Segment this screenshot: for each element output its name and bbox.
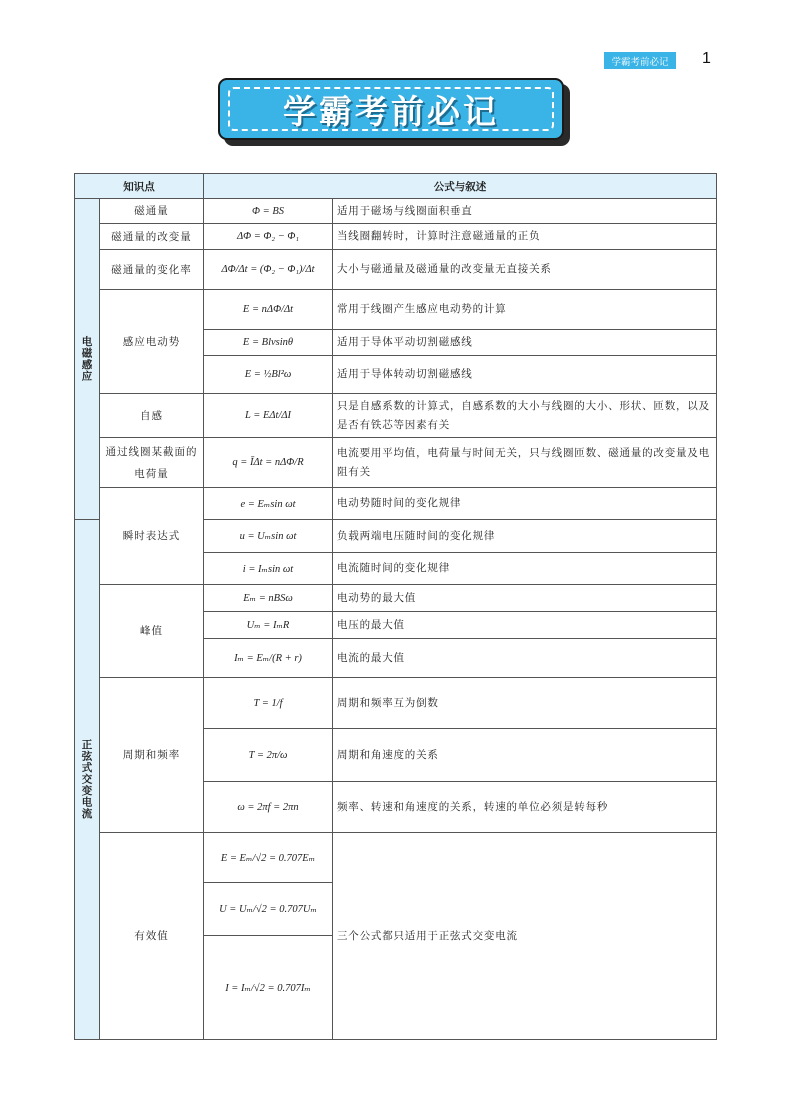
header-formula: 公式与叙述 — [204, 174, 717, 199]
header-tag: 学霸考前必记 — [604, 52, 676, 69]
formula: Iₘ = Eₘ/(R + r) — [204, 639, 333, 678]
formula: L = EΔt/ΔI — [204, 394, 333, 438]
description: 负载两端电压随时间的变化规律 — [333, 520, 717, 553]
description: 只是自感系数的计算式，自感系数的大小与线圈的大小、形状、匝数，以及是否有铁芯等因素有关 — [333, 394, 717, 438]
formula: ΔΦ/Δt = (Φ₂ − Φ₁)/Δt — [204, 250, 333, 290]
banner — [218, 78, 564, 140]
description: 当线圈翻转时，计算时注意磁通量的正负 — [333, 224, 717, 250]
formula-table — [74, 173, 717, 1040]
description: 电流要用平均值，电荷量与时间无关，只与线圈匝数、磁通量的改变量及电阻有关 — [333, 438, 717, 488]
formula: E = Blvsinθ — [204, 330, 333, 356]
category-electromagnetic-induction: 电磁感应 — [75, 199, 100, 520]
table-row — [75, 224, 717, 250]
formula: i = Iₘsin ωt — [204, 553, 333, 585]
formula: Φ = BS — [204, 199, 333, 224]
page-title: 学霸考前必记 — [283, 91, 499, 131]
description: 适用于导体平动切割磁感线 — [333, 330, 717, 356]
description: 三个公式都只适用于正弦式交变电流 — [333, 833, 717, 1040]
table-row — [75, 290, 717, 330]
knowledge-point: 瞬时表达式 — [100, 488, 204, 585]
table-row — [75, 488, 717, 520]
formula: u = Uₘsin ωt — [204, 520, 333, 553]
formula: ΔΦ = Φ₂ − Φ₁ — [204, 224, 333, 250]
description: 电流随时间的变化规律 — [333, 553, 717, 585]
table-row — [75, 833, 717, 883]
formula: U = Uₘ/√2 = 0.707Uₘ — [204, 883, 333, 936]
description: 频率、转速和角速度的关系，转速的单位必须是转每秒 — [333, 782, 717, 833]
formula: T = 2π/ω — [204, 729, 333, 782]
formula: E = ½Bl²ω — [204, 356, 333, 394]
knowledge-point: 自感 — [100, 394, 204, 438]
formula: I = Iₘ/√2 = 0.707Iₘ — [204, 936, 333, 1040]
knowledge-point: 感应电动势 — [100, 290, 204, 394]
formula: E = Eₘ/√2 = 0.707Eₘ — [204, 833, 333, 883]
knowledge-point: 通过线圈某截面的电荷量 — [100, 438, 204, 488]
formula: Eₘ = nBSω — [204, 585, 333, 612]
banner-dashed-frame — [228, 87, 554, 131]
description: 电动势随时间的变化规律 — [333, 488, 717, 520]
knowledge-point: 有效值 — [100, 833, 204, 1040]
description: 电动势的最大值 — [333, 585, 717, 612]
table-row — [75, 438, 717, 488]
table-row — [75, 199, 717, 224]
table-row — [75, 585, 717, 612]
description: 周期和频率互为倒数 — [333, 678, 717, 729]
description: 电压的最大值 — [333, 612, 717, 639]
knowledge-point: 峰值 — [100, 585, 204, 678]
description: 适用于导体转动切割磁感线 — [333, 356, 717, 394]
knowledge-point: 磁通量的改变量 — [100, 224, 204, 250]
description: 常用于线圈产生感应电动势的计算 — [333, 290, 717, 330]
table-header-row — [75, 174, 717, 199]
formula: q = ĪΔt = nΔΦ/R — [204, 438, 333, 488]
formula: E = nΔΦ/Δt — [204, 290, 333, 330]
table-row — [75, 250, 717, 290]
formula: Uₘ = IₘR — [204, 612, 333, 639]
description: 电流的最大值 — [333, 639, 717, 678]
knowledge-point: 磁通量的变化率 — [100, 250, 204, 290]
table-row — [75, 678, 717, 729]
formula: T = 1/f — [204, 678, 333, 729]
page-number: 1 — [702, 50, 711, 67]
knowledge-point: 磁通量 — [100, 199, 204, 224]
table-row — [75, 394, 717, 438]
formula: ω = 2πf = 2πn — [204, 782, 333, 833]
header-knowledge: 知识点 — [75, 174, 204, 199]
formula: e = Eₘsin ωt — [204, 488, 333, 520]
description: 大小与磁通量及磁通量的改变量无直接关系 — [333, 250, 717, 290]
category-sinusoidal-ac: 正弦式交变电流 — [75, 520, 100, 1040]
description: 周期和角速度的关系 — [333, 729, 717, 782]
description: 适用于磁场与线圈面积垂直 — [333, 199, 717, 224]
knowledge-point: 周期和频率 — [100, 678, 204, 833]
